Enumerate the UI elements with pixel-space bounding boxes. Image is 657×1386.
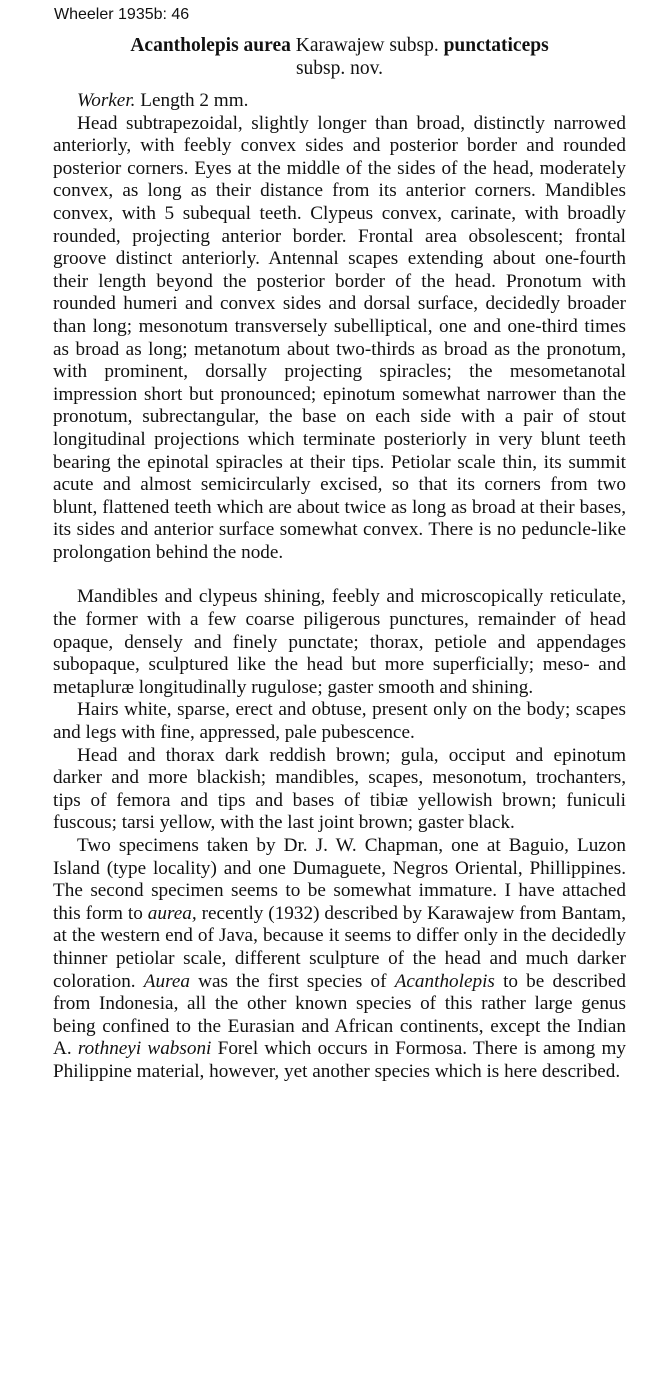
material-italic-aurea-cap: Aurea: [143, 970, 190, 992]
caste-label: Worker.: [77, 90, 136, 111]
citation-header: Wheeler 1935b: 46: [54, 6, 190, 23]
taxon-genus-species: Acantholepis aurea: [130, 35, 291, 56]
material-text-4: to be described from Indonesia, all the other known species of this rather large genus being confined to the Eurasian and African continents, except the Indian A.: [53, 970, 626, 1060]
taxon-author: Karawajew subsp.: [290, 35, 444, 56]
page-body: [53, 34, 626, 1084]
material-text-1: Two specimens taken by Dr. J. W. Chapman, one at Baguio, Luzon Island (type locality) and one Dumaguete, Negros Oriental, Phillippines. The second specimen seems to be somewhat immature. I have attached this form to: [53, 835, 626, 924]
material-italic-acantholepis: Acantholepis: [394, 970, 495, 992]
material-text-2: recently (1932) described by Karawajew from Bantam, at the western end of Java, because it seems to differ only in the decidedly thinner petiolar scale, different sculpture of the head and much darker coloration.: [53, 902, 627, 992]
taxon-title: [53, 34, 626, 57]
sculpture-paragraph: Mandibles and clypeus shining, feebly and microscopically reticulate, the former with a few coarse piligerous punctures, remainder of head opaque, densely and finely punctate; thorax, petiole and appendages subopaque, sculptured like the head but more superficially; meso- and metapluræ longitudinally rugulose; gaster smooth and shining.: [53, 586, 626, 698]
description-text: Head subtrapezoidal, slightly longer than broad, distinctly narrowed anteriorly, with feebly convex sides and posterior border and rounded posterior corners. Eyes at the middle of the sides of the head, moderately convex, as long as their distance from its anterior corners. Mandibles convex, with 5 subequal teeth. Clypeus convex, carinate, with broadly rounded, projecting anterior border. Frontal area obsolescent; frontal groove distinct anteriorly. Antennal scapes extending about one-fourth their length beyond the posterior border of the head. Pronotum with rounded humeri and convex sides and dorsal surface, decidedly broader than long; mesonotum transversely subelliptical, one and one-third times as broad as long; metanotum about two-thirds as broad as the pronotum, with prominent, dorsally projecting spiracles; the mesometanotal impression short but pronounced; epinotum somewhat narrower than the pronotum, subrectangular, the base on each side with a pair of stout longitudinal projections which terminate posteriorly in very blunt teeth bearing the epinotal spiracles at their tips. Petiolar scale thin, its summit acute and almost semicircularly excised, so that its corners from two blunt, flattened teeth which are about twice as long as broad at their bases, its sides and anterior surface somewhat convex. There is no peduncle-like prolongation behind the node.: [53, 112, 626, 563]
taxon-status: subsp. nov.: [295, 58, 384, 79]
taxon-subspecies: punctaticeps: [443, 35, 549, 56]
material-text-3: was the first species of: [189, 970, 395, 992]
paragraph-gap: [53, 564, 626, 586]
material-paragraph: [53, 835, 626, 1084]
color-paragraph: Head and thorax dark reddish brown; gula, occiput and epinotum darker and more blackish; mandibles, scapes, mesonotum, trochanters, tips of femora and tips and bases of tibiæ yellowish brown; funiculi fuscous; tarsi yellow, with the last joint brown; gaster black.: [53, 744, 626, 834]
material-italic-aurea: aurea,: [147, 902, 197, 924]
description-paragraph: [53, 90, 626, 113]
pilosity-paragraph: Hairs white, sparse, erect and obtuse, present only on the body; scapes and legs with fine, appressed, pale pubescence.: [53, 699, 626, 744]
material-text-5: Forel which occurs in Formosa. There is among my Philippine material, however, yet another species which is here described.: [53, 1038, 627, 1082]
material-italic-rothneyi: rothneyi wabsoni: [77, 1038, 212, 1060]
worker-length: Length 2 mm.: [135, 90, 249, 111]
